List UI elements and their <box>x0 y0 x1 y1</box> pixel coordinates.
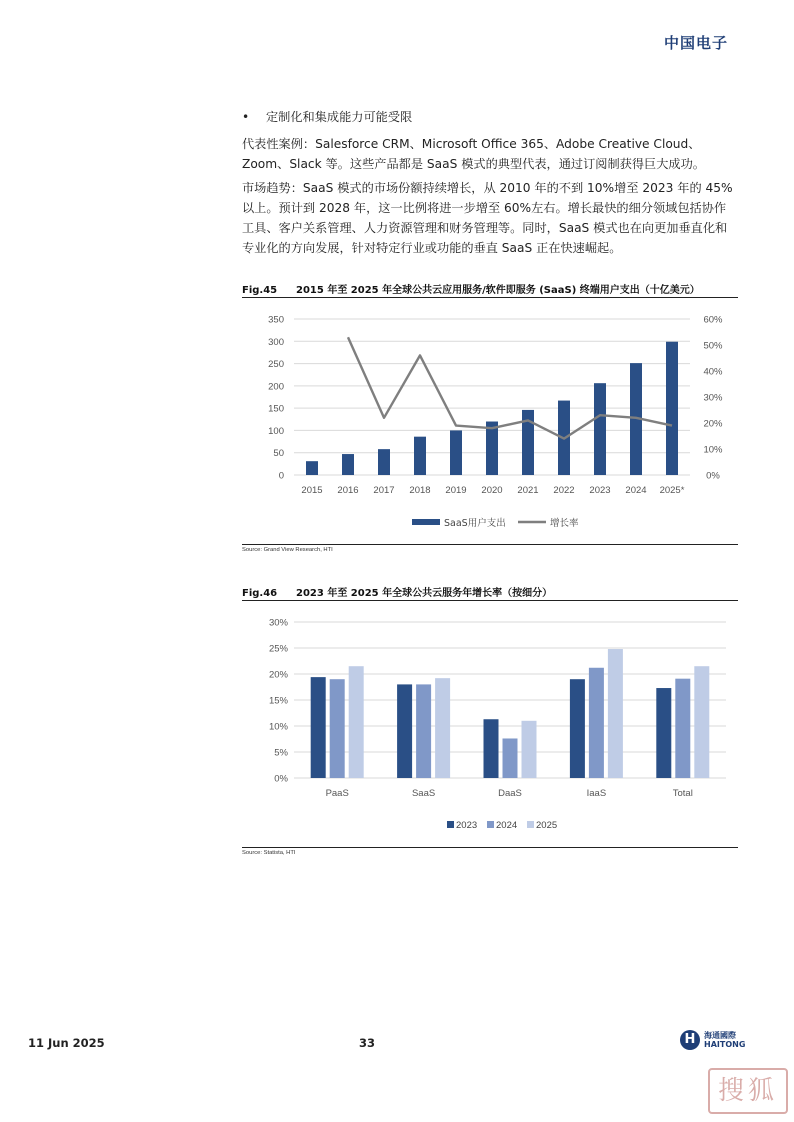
y-tick-label: 30% <box>268 617 288 629</box>
x-tick-label: PaaS <box>325 788 349 799</box>
legend-swatch-2024 <box>487 821 494 828</box>
fig46-chart <box>242 603 738 843</box>
bar-2023 <box>397 684 412 778</box>
bar-2023 <box>656 688 671 778</box>
y-tick-label-right: 0% <box>706 470 720 482</box>
x-tick-label: 2021 <box>517 485 539 496</box>
x-tick-label: 2018 <box>409 485 431 496</box>
y-tick-label: 25% <box>268 643 288 655</box>
y-tick-label: 15% <box>268 695 288 707</box>
bar-2024 <box>589 668 604 778</box>
paragraph-trends: 市场趋势：SaaS 模式的市场份额持续增长，从 2010 年的不到 10%增至 2023 年的 45%以上。预计到 2028 年，这一比例将进一步增至 60%左右。增长最快的细分领域包括协作工具、客户关系管理、人力资源管理和财务管理等。同时，SaaS 模式也在向更加垂直化和专业化的方向发展，针对特定行业或功能的垂直 SaaS 正在快速崛起。 <box>242 181 733 255</box>
fig46-title-row <box>242 584 738 599</box>
bullet-text: 定制化和集成能力可能受限 <box>266 110 413 124</box>
legend-label-2024: 2024 <box>496 820 518 831</box>
fig45-title: 2015 年至 2025 年全球公共云应用服务/软件即服务 (SaaS) 终端用户支出（十亿美元） <box>296 285 700 296</box>
bar-2024 <box>330 679 345 778</box>
legend-label-line: 增长率 <box>550 518 579 529</box>
fig45-bottom-rule <box>242 544 738 545</box>
bar-saas-spending <box>450 430 462 475</box>
bar-2025 <box>349 666 364 778</box>
bar-2023 <box>311 677 326 778</box>
fig46-source: Source: Statista, HTI <box>242 850 296 856</box>
logo-mark-icon: H <box>680 1030 700 1050</box>
bar-2025 <box>694 666 709 778</box>
legend-swatch-2025 <box>527 821 534 828</box>
x-tick-label: DaaS <box>498 788 522 799</box>
legend-swatch-bar <box>412 519 440 525</box>
x-tick-label: 2019 <box>445 485 467 496</box>
haitong-logo <box>680 1030 745 1050</box>
growth-rate-line <box>348 337 672 438</box>
y-tick-label-left: 200 <box>268 381 284 393</box>
fig46-top-rule <box>242 600 738 601</box>
y-tick-label: 10% <box>268 721 288 733</box>
x-tick-label: 2017 <box>373 485 395 496</box>
bar-saas-spending <box>666 342 678 475</box>
bar-2025 <box>435 678 450 778</box>
y-tick-label-left: 250 <box>268 359 284 371</box>
bar-saas-spending <box>378 449 390 475</box>
x-tick-label: 2016 <box>337 485 359 496</box>
y-tick-label-right: 20% <box>703 418 723 430</box>
bar-2024 <box>675 679 690 778</box>
fig45-top-rule <box>242 297 738 298</box>
bar-saas-spending <box>486 422 498 475</box>
y-tick-label-left: 300 <box>268 336 284 348</box>
legend-label-2023: 2023 <box>456 820 478 831</box>
bar-saas-spending <box>306 461 318 475</box>
footer-date: 11 Jun 2025 <box>28 1036 105 1050</box>
y-tick-label-left: 350 <box>268 314 284 326</box>
x-tick-label: 2022 <box>553 485 575 496</box>
bar-2025 <box>522 721 537 778</box>
fig45-label: Fig.45 <box>242 285 278 296</box>
fig46-title: 2023 年至 2025 年全球公共云服务年增长率（按细分） <box>296 588 553 599</box>
fig45-chart <box>242 300 738 540</box>
x-tick-label: 2020 <box>481 485 503 496</box>
bar-2024 <box>503 738 518 778</box>
y-tick-label-right: 40% <box>703 366 723 378</box>
x-tick-label: Total <box>672 788 693 799</box>
y-tick-label-right: 60% <box>703 314 723 326</box>
bullet-item <box>242 108 412 125</box>
fig46-bottom-rule <box>242 847 738 848</box>
x-tick-label: SaaS <box>411 788 436 799</box>
x-tick-label: IaaS <box>586 788 607 799</box>
page-number: 33 <box>359 1036 376 1050</box>
bar-2024 <box>416 684 431 778</box>
bar-saas-spending <box>414 437 426 475</box>
bar-saas-spending <box>342 454 354 475</box>
y-tick-label: 0% <box>274 773 288 785</box>
fig45-source: Source: Grand View Research, HTI <box>242 547 333 553</box>
logo-text <box>704 1031 745 1049</box>
bar-2023 <box>484 719 499 778</box>
x-tick-label: 2025* <box>659 485 685 496</box>
y-tick-label-left: 150 <box>268 403 284 415</box>
y-tick-label-right: 10% <box>703 444 723 456</box>
y-tick-label: 5% <box>274 747 288 759</box>
y-tick-label: 20% <box>268 669 288 681</box>
y-tick-label-right: 30% <box>703 392 723 404</box>
y-tick-label-left: 50 <box>273 448 284 460</box>
header-brand: 中国电子 <box>663 34 728 52</box>
y-tick-label-left: 0 <box>278 470 284 482</box>
legend-label-2025: 2025 <box>536 820 558 831</box>
fig45-title-row <box>242 281 738 296</box>
x-tick-label: 2024 <box>625 485 647 496</box>
watermark-stamp: 搜狐 <box>708 1068 788 1114</box>
y-tick-label-right: 50% <box>703 340 723 352</box>
logo-cn: 海通國際 <box>704 1031 736 1040</box>
y-tick-label-left: 100 <box>268 425 284 437</box>
fig46-label: Fig.46 <box>242 588 278 599</box>
paragraph-examples: 代表性案例：Salesforce CRM、Microsoft Office 365、Adobe Creative Cloud、Zoom、Slack 等。这些产品都是 SaaS 模式的典型代表，通过订阅制获得巨大成功。 <box>242 137 705 171</box>
bar-2025 <box>608 649 623 778</box>
bar-2023 <box>570 679 585 778</box>
logo-en: HAITONG <box>704 1040 746 1049</box>
bullet-symbol: • <box>242 110 250 124</box>
legend-label-bar: SaaS用户支出 <box>444 518 506 529</box>
x-tick-label: 2015 <box>301 485 323 496</box>
x-tick-label: 2023 <box>589 485 611 496</box>
bar-saas-spending <box>594 383 606 475</box>
legend-swatch-2023 <box>447 821 454 828</box>
